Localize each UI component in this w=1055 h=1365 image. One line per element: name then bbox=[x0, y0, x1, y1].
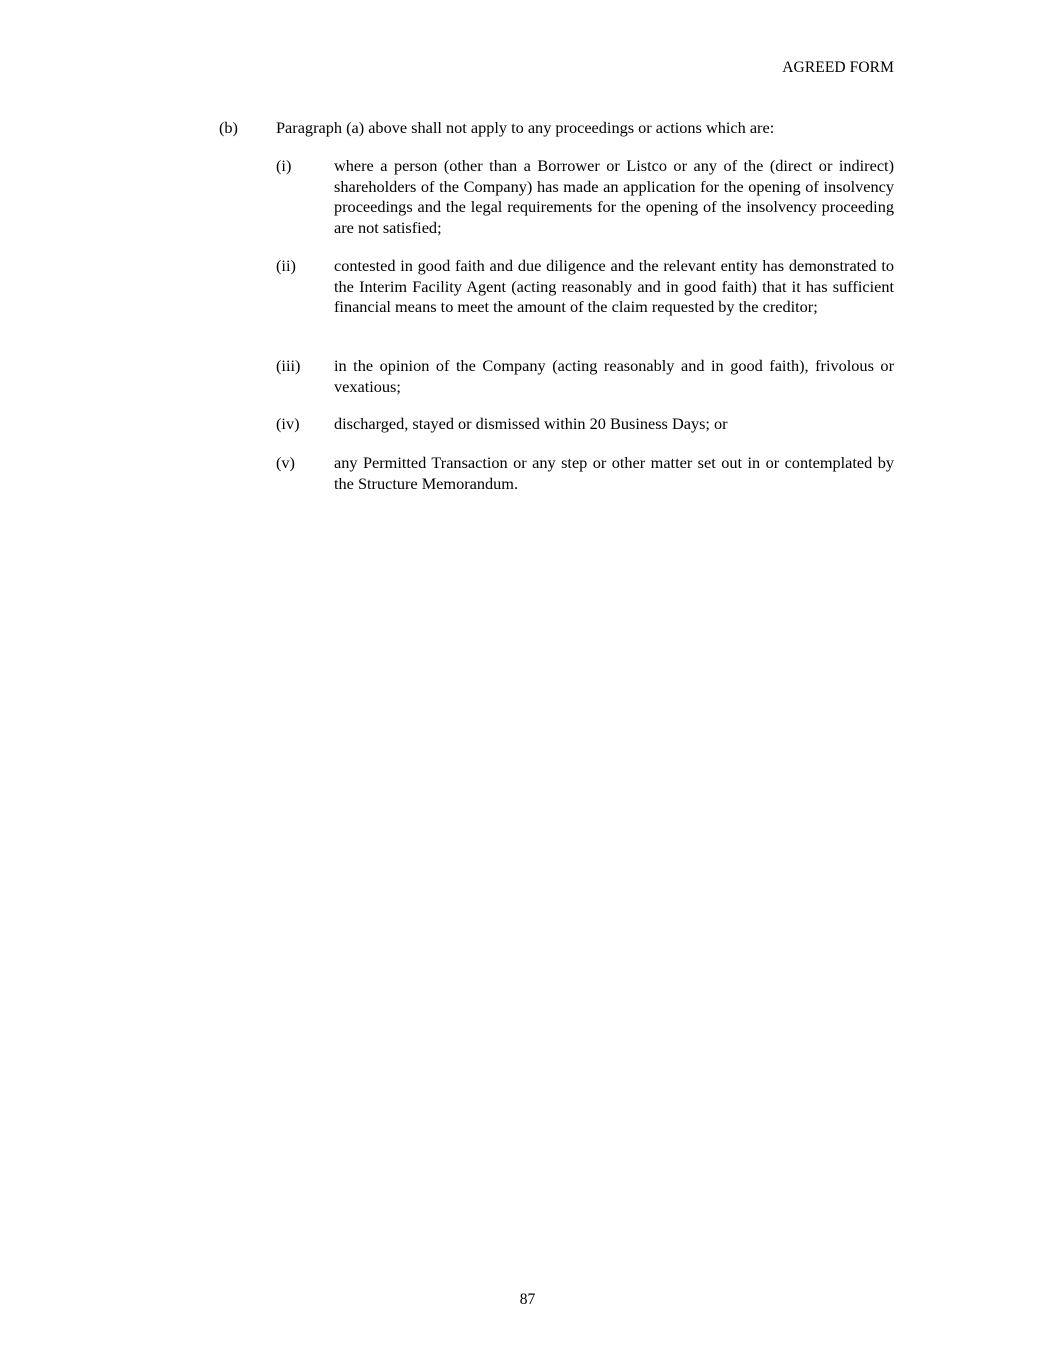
list-item-label: (v) bbox=[276, 453, 295, 472]
list-item-ii bbox=[276, 256, 894, 318]
list-item-text: discharged, stayed or dismissed within 20 Business Days; or bbox=[334, 414, 728, 433]
list-item-label: (iii) bbox=[276, 356, 301, 375]
list-item-v bbox=[276, 453, 894, 494]
header-agreed-form: AGREED FORM bbox=[782, 59, 894, 76]
paragraph-b-text: Paragraph (a) above shall not apply to any proceedings or actions which are: bbox=[276, 118, 775, 137]
paragraph-b-label: (b) bbox=[219, 118, 238, 137]
list-item-text: in the opinion of the Company (acting reasonably and in good faith), frivolous or vexatious; bbox=[334, 356, 894, 396]
list-item-i bbox=[276, 156, 894, 238]
list-item-iii bbox=[276, 356, 894, 397]
list-item-label: (iv) bbox=[276, 414, 300, 433]
list-item-label: (i) bbox=[276, 156, 292, 175]
list-item-label: (ii) bbox=[276, 256, 296, 275]
list-item-iv bbox=[276, 414, 894, 435]
page-number: 87 bbox=[519, 1291, 536, 1308]
list-item-text: contested in good faith and due diligence and the relevant entity has demonstrated to the Interim Facility Agent (acting reasonably and in good faith) that it has sufficient financial means to meet the amount of the claim requested by the creditor; bbox=[334, 256, 894, 317]
list-item-text: any Permitted Transaction or any step or other matter set out in or contemplated by the Structure Memorandum. bbox=[334, 453, 894, 493]
list-item-text: where a person (other than a Borrower or Listco or any of the (direct or indirect) shareholders of the Company) has made an application for the opening of insolvency proceedings and the legal requirements for the opening of the insolvency proceeding are not satisfied; bbox=[334, 156, 894, 237]
